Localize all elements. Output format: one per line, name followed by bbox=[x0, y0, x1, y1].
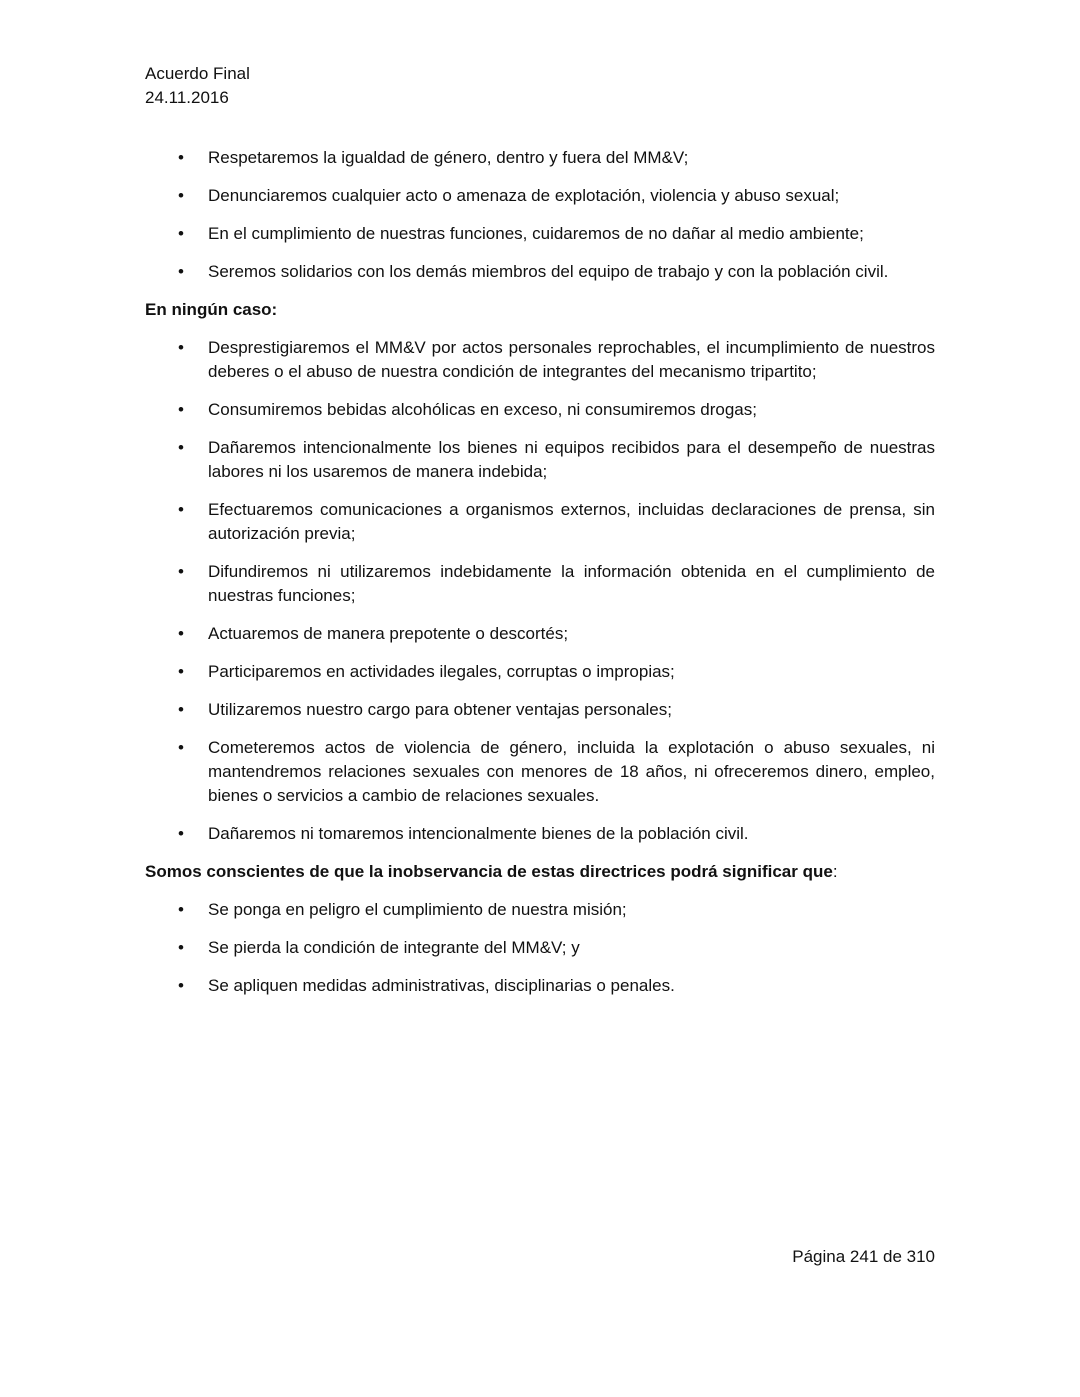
bullet-icon: • bbox=[178, 438, 184, 457]
list-item bbox=[145, 398, 935, 422]
list-item bbox=[145, 560, 935, 608]
list-item bbox=[145, 698, 935, 722]
list-item bbox=[145, 936, 935, 960]
bullet-icon: • bbox=[178, 338, 184, 357]
list-item-text: En el cumplimiento de nuestras funciones, cuidaremos de no dañar al medio ambiente; bbox=[208, 224, 864, 243]
bullet-icon: • bbox=[178, 400, 184, 419]
list-item bbox=[145, 260, 935, 284]
list-item-text: Respetaremos la igualdad de género, dentro y fuera del MM&V; bbox=[208, 148, 689, 167]
document-body bbox=[145, 146, 935, 1012]
section-heading-consequences bbox=[145, 860, 935, 884]
bullet-icon: • bbox=[178, 738, 184, 757]
list-item-text: Actuaremos de manera prepotente o descortés; bbox=[208, 624, 569, 643]
list-item-text: Seremos solidarios con los demás miembros del equipo de trabajo y con la población civil. bbox=[208, 262, 889, 281]
section-heading-en-ningun-caso: En ningún caso: bbox=[145, 300, 278, 319]
list-item-text: Consumiremos bebidas alcohólicas en exceso, ni consumiremos drogas; bbox=[208, 400, 757, 419]
list-item bbox=[145, 336, 935, 384]
list-item-text: Difundiremos ni utilizaremos indebidamente la información obtenida en el cumplimiento de nuestras funciones; bbox=[208, 562, 935, 605]
list-item bbox=[145, 660, 935, 684]
bullet-icon: • bbox=[178, 624, 184, 643]
list-item-text: Denunciaremos cualquier acto o amenaza de explotación, violencia y abuso sexual; bbox=[208, 186, 840, 205]
document-title: Acuerdo Final bbox=[145, 64, 250, 83]
bullet-icon: • bbox=[178, 186, 184, 205]
commitments-list bbox=[145, 146, 935, 284]
bullet-icon: • bbox=[178, 824, 184, 843]
bullet-icon: • bbox=[178, 148, 184, 167]
consequences-heading-colon: : bbox=[832, 862, 838, 881]
bullet-icon: • bbox=[178, 500, 184, 519]
list-item bbox=[145, 146, 935, 170]
list-item-text: Se pierda la condición de integrante del MM&V; y bbox=[208, 938, 580, 957]
list-item-text: Utilizaremos nuestro cargo para obtener ventajas personales; bbox=[208, 700, 672, 719]
list-item bbox=[145, 222, 935, 246]
list-item-text: Efectuaremos comunicaciones a organismos externos, incluidas declaraciones de prensa, sin autorización previa; bbox=[208, 500, 935, 543]
list-item-text: Dañaremos ni tomaremos intencionalmente bienes de la población civil. bbox=[208, 824, 749, 843]
bullet-icon: • bbox=[178, 900, 184, 919]
list-item bbox=[145, 184, 935, 208]
consequences-heading-text: Somos conscientes de que la inobservancia de estas directrices podrá significar que bbox=[145, 862, 833, 881]
document-header bbox=[145, 62, 250, 110]
bullet-icon: • bbox=[178, 262, 184, 281]
list-item-text: Participaremos en actividades ilegales, corruptas o impropias; bbox=[208, 662, 675, 681]
bullet-icon: • bbox=[178, 224, 184, 243]
document-date: 24.11.2016 bbox=[145, 88, 229, 107]
list-item bbox=[145, 898, 935, 922]
list-item bbox=[145, 974, 935, 998]
prohibitions-list bbox=[145, 336, 935, 846]
bullet-icon: • bbox=[178, 700, 184, 719]
list-item-text: Se apliquen medidas administrativas, disciplinarias o penales. bbox=[208, 976, 675, 995]
list-item bbox=[145, 736, 935, 808]
list-item bbox=[145, 498, 935, 546]
bullet-icon: • bbox=[178, 938, 184, 957]
list-item-text: Desprestigiaremos el MM&V por actos personales reprochables, el incumplimiento de nuestros deberes o el abuso de nuestra condición de integrantes del mecanismo tripartito; bbox=[208, 338, 935, 381]
consequences-list bbox=[145, 898, 935, 998]
bullet-icon: • bbox=[178, 562, 184, 581]
bullet-icon: • bbox=[178, 662, 184, 681]
list-item bbox=[145, 622, 935, 646]
list-item-text: Cometeremos actos de violencia de género, incluida la explotación o abuso sexuales, ni mantendremos relaciones sexuales con menores de 18 años, ni ofreceremos dinero, empleo, bienes o servicios a cambio de relaciones sexuales. bbox=[208, 738, 935, 805]
list-item bbox=[145, 822, 935, 846]
list-item-text: Se ponga en peligro el cumplimiento de nuestra misión; bbox=[208, 900, 627, 919]
list-item-text: Dañaremos intencionalmente los bienes ni equipos recibidos para el desempeño de nuestras labores ni los usaremos de manera indebida; bbox=[208, 438, 935, 481]
bullet-icon: • bbox=[178, 976, 184, 995]
list-item bbox=[145, 436, 935, 484]
page-number: Página 241 de 310 bbox=[792, 1247, 935, 1266]
